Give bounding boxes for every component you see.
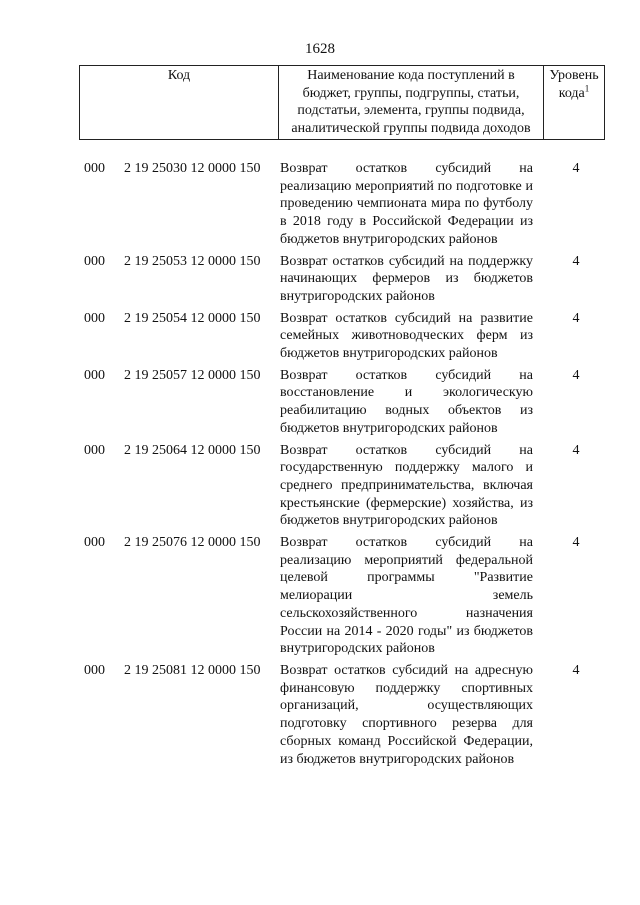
table-row [84,160,604,249]
income-name: Возврат остатков субсидий на реализацию мероприятий по подготовке и проведению чемпионата мира по футболу в 2018 году в Российской Федерации из бюджетов внутригородских районов [280,161,533,247]
income-code: 2 19 25076 12 0000 150 [124,535,261,551]
header-code-cell [80,66,279,140]
admin-code: 000 [84,310,105,326]
table-row [84,442,604,531]
admin-code: 000 [84,367,105,383]
income-name: Возврат остатков субсидий на развитие семейных животноводческих ферм из бюджетов внутригородских районов [280,310,533,362]
table-header [79,65,605,140]
code-level: 4 [572,310,580,326]
table-row [84,367,604,438]
footnote-marker: 1 [584,82,590,93]
code-list [84,160,604,772]
income-name: Возврат остатков субсидий на реализацию мероприятий федеральной целевой программы "Развитие мелиорации земель сельскохозяйственного назначения России на 2014 - 2020 годы" из бюджетов внутригородских районов [280,535,533,657]
income-code: 2 19 25057 12 0000 150 [124,367,261,383]
code-level: 4 [572,161,580,176]
code-level: 4 [572,442,580,458]
income-code: 2 19 25053 12 0000 150 [124,253,261,269]
admin-code: 000 [84,253,105,269]
header-name-label: Наименование кода поступлений в бюджет, группы, подгруппы, статьи, подстатьи, элемента, группы подвида, аналитической группы подвида доходов [291,68,531,136]
income-code: 2 19 25054 12 0000 150 [124,310,261,326]
code-level: 4 [572,662,580,678]
income-name: Возврат остатков субсидий на восстановление и экологическую реабилитацию водных объектов из бюджетов внутригородских районов [280,367,533,436]
table-row [84,253,604,306]
code-level: 4 [572,253,580,269]
table-row [84,310,604,363]
income-name: Возврат остатков субсидий на поддержку начинающих фермеров из бюджетов внутригородских районов [280,253,533,304]
table-row [84,534,604,658]
admin-code: 000 [84,442,105,458]
page-number: 1628 [305,41,335,57]
income-name: Возврат остатков субсидий на адресную финансовую поддержку спортивных организаций, осуществляющих подготовку спортивного резерва для сборных команд Российской Федерации, из бюджетов внутригородских районов [280,662,533,767]
income-name: Возврат остатков субсидий на государственную поддержку малого и среднего предпринимательства, включая крестьянские (фермерские) хозяйства, из бюджетов внутригородских районов [280,442,533,529]
admin-code: 000 [84,161,105,176]
code-level: 4 [572,367,580,383]
header-level-label: Уровень кода [549,68,599,101]
header-level-cell [544,66,605,140]
code-level: 4 [572,535,580,551]
admin-code: 000 [84,535,105,551]
income-code: 2 19 25064 12 0000 150 [124,442,261,458]
header-name-cell [279,66,544,140]
income-code: 2 19 25081 12 0000 150 [124,662,261,678]
income-code: 2 19 25030 12 0000 150 [124,161,261,176]
header-code-label: Код [167,68,191,83]
table-row [84,662,604,768]
admin-code: 000 [84,662,105,678]
